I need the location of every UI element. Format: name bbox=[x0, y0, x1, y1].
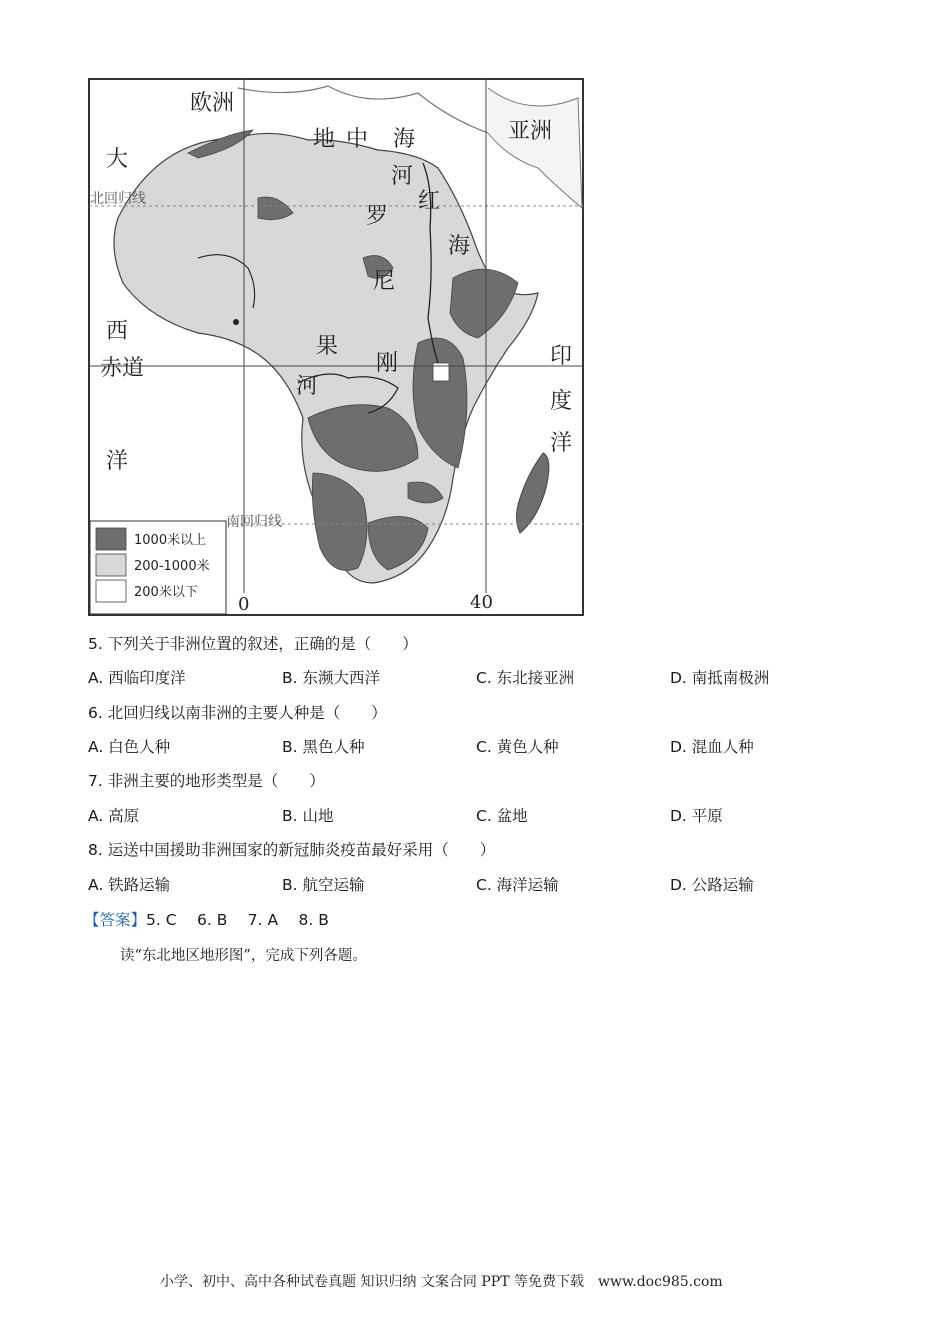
legend-swatch-high bbox=[96, 528, 126, 550]
q7-option-b[interactable]: B. 山地 bbox=[282, 807, 334, 825]
svg-text:海: 海 bbox=[393, 127, 416, 152]
q5-option-b[interactable]: B. 东濒大西洋 bbox=[282, 669, 380, 687]
africa-terrain-map bbox=[88, 78, 584, 616]
question-5-stem: 5. 下列关于非洲位置的叙述，正确的是（ ） bbox=[88, 635, 418, 653]
label-asia: 亚洲 bbox=[508, 119, 553, 144]
label-indian-ocean bbox=[550, 344, 572, 456]
label-lon-40: 40 bbox=[470, 592, 493, 613]
svg-text:海: 海 bbox=[448, 234, 471, 259]
legend-label-high: 1000米以上 bbox=[134, 533, 207, 548]
q8-option-c[interactable]: C. 海洋运输 bbox=[476, 876, 559, 894]
q7-option-d[interactable]: D. 平原 bbox=[670, 807, 723, 825]
svg-text:河: 河 bbox=[391, 164, 414, 189]
answer-tag: 【答案】 bbox=[84, 911, 147, 929]
svg-text:红: 红 bbox=[418, 189, 441, 214]
label-tropic-capricorn: 南回归线 bbox=[226, 514, 282, 530]
q6-option-b[interactable]: B. 黑色人种 bbox=[282, 738, 365, 756]
legend-label-low: 200米以下 bbox=[134, 585, 198, 600]
legend-swatch-mid bbox=[96, 554, 126, 576]
label-europe: 欧洲 bbox=[190, 91, 235, 116]
svg-text:罗: 罗 bbox=[366, 204, 389, 229]
svg-text:印: 印 bbox=[550, 344, 573, 369]
label-tropic-cancer: 北回归线 bbox=[90, 191, 146, 207]
next-section-intro: 读“东北地区地形图”，完成下列各题。 bbox=[120, 948, 367, 964]
q7-option-a[interactable]: A. 高原 bbox=[88, 807, 140, 825]
map-legend bbox=[90, 521, 226, 614]
svg-text:尼: 尼 bbox=[373, 269, 396, 294]
legend-label-mid: 200-1000米 bbox=[134, 559, 210, 574]
q6-option-d[interactable]: D. 混血人种 bbox=[670, 738, 754, 756]
question-6-stem: 6. 北回归线以南非洲的主要人种是（ ） bbox=[88, 704, 387, 722]
label-equator: 赤道 bbox=[100, 356, 145, 381]
q7-option-c[interactable]: C. 盆地 bbox=[476, 807, 528, 825]
svg-text:洋: 洋 bbox=[106, 449, 129, 474]
q5-option-c[interactable]: C. 东北接亚洲 bbox=[476, 669, 575, 687]
q8-option-a[interactable]: A. 铁路运输 bbox=[88, 876, 171, 894]
svg-text:大: 大 bbox=[106, 147, 129, 172]
svg-text:中: 中 bbox=[346, 127, 369, 152]
q8-option-b[interactable]: B. 航空运输 bbox=[282, 876, 365, 894]
q5-option-d[interactable]: D. 南抵南极洲 bbox=[670, 669, 770, 687]
legend-swatch-low bbox=[96, 580, 126, 602]
question-7-stem: 7. 非洲主要的地形类型是（ ） bbox=[88, 772, 325, 790]
q6-option-c[interactable]: C. 黄色人种 bbox=[476, 738, 559, 756]
answer-text: 5. C 6. B 7. A 8. B bbox=[146, 911, 329, 929]
label-mediterranean bbox=[313, 127, 415, 152]
svg-text:西: 西 bbox=[106, 319, 129, 344]
svg-text:河: 河 bbox=[296, 374, 319, 399]
svg-text:刚: 刚 bbox=[376, 351, 399, 376]
svg-text:度: 度 bbox=[550, 389, 573, 414]
question-8-stem: 8. 运送中国援助非洲国家的新冠肺炎疫苗最好采用（ ） bbox=[88, 841, 496, 859]
page-footer: 小学、初中、高中各种试卷真题 知识归纳 文案合同 PPT 等免费下载 www.doc985.com bbox=[160, 1274, 723, 1290]
q8-option-d[interactable]: D. 公路运输 bbox=[670, 876, 754, 894]
q5-option-a[interactable]: A. 西临印度洋 bbox=[88, 669, 186, 687]
q6-option-a[interactable]: A. 白色人种 bbox=[88, 738, 171, 756]
svg-text:洋: 洋 bbox=[550, 431, 573, 456]
svg-text:果: 果 bbox=[316, 334, 339, 359]
label-lon-0: 0 bbox=[238, 594, 250, 615]
svg-text:地: 地 bbox=[313, 127, 336, 152]
answer-line bbox=[84, 908, 329, 930]
